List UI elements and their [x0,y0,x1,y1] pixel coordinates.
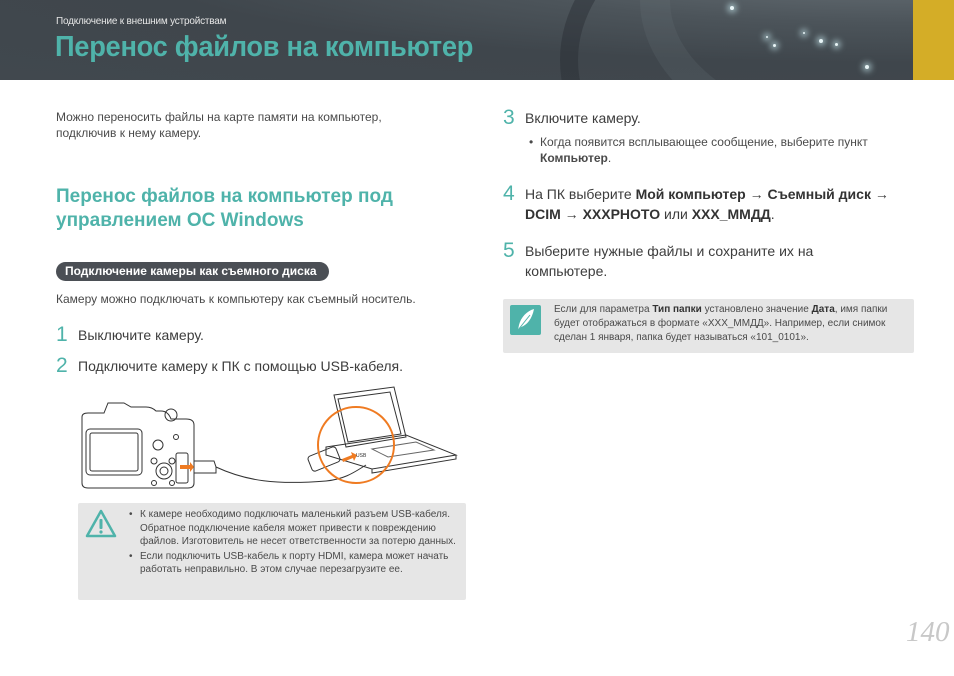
arrow-icon [342,452,357,462]
sparkle-icon [730,6,734,10]
menu-option-computer: Компьютер [540,151,608,165]
sparkle-icon [865,65,869,69]
sparkle-icon [819,39,823,43]
breadcrumb: Подключение к внешним устройствам [56,16,227,27]
sparkle-icon [835,43,838,46]
step-text: На ПК выберите Мой компьютер → Съемный диск → DCIM → XXXPHOTO или XXX_ММДД. [525,186,889,222]
section-title: Перенос файлов на компьютер под управлением ОС Windows [56,186,393,231]
step-number: 3 [503,106,515,129]
step-4 [503,184,923,224]
svg-text:USB: USB [356,453,367,459]
header-decoration [560,0,954,80]
step-1 [56,325,204,345]
step-text: Выберите нужные файлы и сохраните их на компьютере. [525,243,814,279]
page-number: 140 [906,616,950,648]
step-text: Выключите камеру. [78,327,204,343]
step-number: 2 [56,354,68,377]
step-text: Включите камеру. [525,110,641,126]
sparkle-icon [766,36,768,38]
chapter-tab[interactable] [913,0,954,80]
sparkle-icon [773,44,776,47]
warning-item: • Если подключить USB-кабель к порту HDMI, камера может начать работать неправильно. В этом случае перезагрузите ее. [128,550,458,577]
warning-item: • К камере необходимо подключать маленький разъем USB-кабеля. Обратное подключение кабеля может привести к повреждению файлов. Изготовитель не несет ответственности за потерю данных. [128,508,458,549]
step-text: Подключите камеру к ПК с помощью USB-кабеля. [78,358,404,374]
note-text: Если для параметра Тип папки установлено значение Дата, имя папки будет отображаться в формате «XXX_ММДД». Например, если снимок сделан 1 января, папка будет называться «101_0101». [554,304,888,343]
step-3-bullet: • Когда появится всплывающее сообщение, выберите пункт Компьютер. [528,134,908,166]
page-title: Перенос файлов на компьютер [55,31,474,63]
warning-box [78,503,466,600]
warning-triangle-icon [85,509,117,539]
warning-list [128,508,458,578]
step-number: 1 [56,323,68,346]
intro-text: Можно переносить файлы на карте памяти на компьютер, подключив к нему камеру. [56,110,382,140]
step-5 [503,241,923,281]
step-2 [56,356,403,376]
step-number: 5 [503,239,515,262]
pen-note-icon [510,305,541,335]
page-header [0,0,954,80]
subsection-label: Подключение камеры как съемного диска [56,262,329,281]
subsection-description: Камеру можно подключать к компьютеру как съемный носитель. [56,292,416,306]
step-3 [503,108,641,128]
note-box [503,299,914,353]
camera-usb-connection-illustration [76,385,476,495]
arrow-icon [180,462,194,472]
step-number: 4 [503,182,515,205]
sparkle-icon [803,32,805,34]
